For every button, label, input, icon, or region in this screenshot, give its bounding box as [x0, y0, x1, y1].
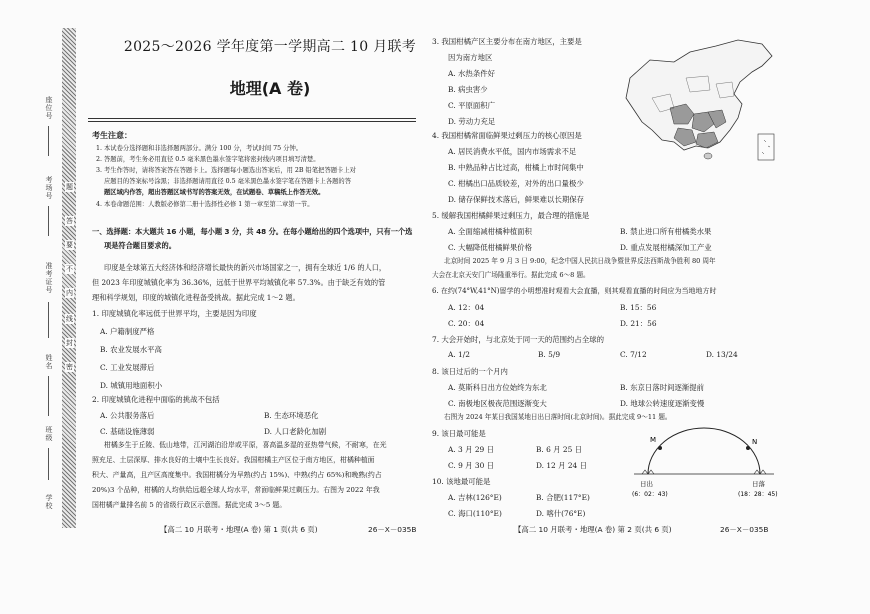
- notice-line: 1. 本试卷分选择题和非选择题两部分。满分 100 分，考试时间 75 分钟。: [96, 145, 303, 152]
- option: A. 3 月 29 日: [448, 445, 494, 454]
- question-3-cont: 因为南方地区: [448, 53, 493, 62]
- fill-line: [48, 448, 49, 480]
- question-6: 6. 在约(74°W,41°N)留学的小明想准时观看大会直播，则其观看直播的时间应为当地地方时: [432, 287, 717, 295]
- passage-line: 柑橘多生于丘陵、低山地带，江河湖泊沿岸或平原，喜高温多湿的亚热带气候，不耐寒，在光: [104, 441, 387, 449]
- notice-line: 2. 答题前，考生务必用直径 0.5 毫米黑色墨水签字笔将密封线内项目填写清楚。: [96, 156, 320, 163]
- notice-line: 3. 考生作答时，请将答案答在答题卡上。选择题每小题选出答案后，用 2B 铅笔把答题卡上对: [96, 167, 356, 174]
- passage-line: 照充足、土层深厚、排水良好的土壤中生长良好。我国柑橘主产区位于南方地区，柑橘种植面: [92, 456, 375, 464]
- option: B. 生态环境恶化: [264, 411, 319, 420]
- question-8: 8. 该日过后的一个月内: [432, 367, 508, 376]
- paper-code: 26－X－035B: [368, 525, 417, 534]
- option: B. 15：56: [620, 303, 657, 312]
- option: B. 禁止进口所有柑橘类水果: [620, 227, 712, 236]
- passage-line: 理和科学规划，印度的城镇化进程备受挑战。据此完成 1～2 题。: [92, 293, 300, 302]
- header-rule: [88, 118, 416, 119]
- passage-line: 印度是全球第五大经济体和经济增长最快的新兴市场国家之一，拥有全球近 1/6 的人口，: [104, 263, 387, 272]
- question-4: 4. 我国柑橘常面临鲜果过剩压力的核心原因是: [432, 131, 582, 140]
- option: C. 柑橘出口品质较差，对外的出口量极少: [448, 179, 584, 188]
- exam-title: 2025～2026 学年度第一学期高二 10 月联考: [123, 39, 417, 55]
- sunrise-time: (6：02：43): [632, 491, 668, 498]
- binding-fields: [43, 40, 57, 520]
- option: B. 5/9: [538, 350, 561, 359]
- page-footer: 【高二 10 月联考・地理(A 卷) 第 1 页(共 6 页): [160, 525, 318, 534]
- option: C. 平原面积广: [448, 101, 496, 110]
- name-label: 姓名: [45, 354, 53, 370]
- passage-line: 积大、产量高，且产区高度集中。我国柑橘分为早熟(约占 15%)、中熟(约占 65%)和晚熟(约占: [92, 471, 382, 479]
- question-10: 10. 该地最可能是: [432, 477, 491, 486]
- seal-char: 线: [66, 315, 73, 323]
- option: D. 储存保鲜技术落后，鲜果难以长期保存: [448, 195, 585, 204]
- option: D. 13/24: [706, 350, 738, 359]
- south-sea-inset: [758, 134, 774, 160]
- option: A. 户籍制度严格: [100, 327, 155, 336]
- option: D. 人口老龄化加剧: [264, 427, 327, 436]
- option: D. 重点发展柑橘深加工产业: [620, 243, 712, 252]
- seal-char: 不: [66, 265, 73, 273]
- notice-title: 考生注意：: [92, 131, 132, 140]
- option: A. 居民消费水平低，国内市场需求不足: [448, 147, 577, 156]
- exam-subtitle: 地理(A 卷): [229, 79, 311, 98]
- question-2: 2. 印度城镇化进程中面临的挑战不包括: [92, 395, 220, 404]
- passage-line: 20%)3 个品种，柑橘的人均供给远超全球人均水平，常面临鲜果过剩压力。右图为 2022 年我: [92, 486, 380, 494]
- question-5: 5. 缓解我国柑橘鲜果过剩压力，最合理的措施是: [432, 211, 590, 220]
- option: A. 吉林(126°E): [448, 493, 502, 502]
- seal-char: 要: [66, 241, 73, 249]
- option: C. 海口(110°E): [448, 509, 502, 518]
- sun-arc: [648, 428, 760, 474]
- option: A. 公共服务落后: [100, 411, 155, 420]
- sunrise-label: 日出: [640, 480, 653, 488]
- china-outline: [626, 40, 772, 150]
- fill-line: [48, 302, 49, 338]
- china-citrus-map: [612, 38, 778, 166]
- class-label: 班级: [45, 426, 53, 442]
- option: C. 工业发展滞后: [100, 363, 155, 372]
- passage-line: 大会在北京天安门广场隆重举行。据此完成 6～8 题。: [432, 271, 590, 279]
- sunset-time: (18：28：45): [738, 491, 778, 498]
- option: D. 喀什(76°E): [536, 509, 586, 518]
- option: D. 12 月 24 日: [536, 461, 587, 470]
- sunset-label: 日落: [752, 480, 765, 488]
- option: D. 地球公转速度逐渐变慢: [620, 399, 705, 408]
- notice-line: 4. 本卷命题范围：人教版必修第二册十选择性必修 1 第一章至第二章第一节。: [96, 201, 314, 208]
- paper-code: 26－X－035B: [720, 525, 769, 534]
- option: A. 1/2: [448, 350, 470, 359]
- option: A. 水热条件好: [448, 69, 495, 78]
- option: B. 农业发展水平高: [100, 345, 162, 354]
- south-sea-islands: [762, 140, 770, 154]
- question-3: 3. 我国柑橘产区主要分布在南方地区，主要是: [432, 37, 582, 46]
- option: C. 9 月 30 日: [448, 461, 495, 470]
- option: C. 基础设施薄弱: [100, 427, 155, 436]
- option: B. 东京日落时间逐渐提前: [620, 383, 705, 392]
- seat-number-label: 座位号: [45, 96, 53, 120]
- question-7: 7. 大会开始时，与北京处于同一天的范围约占全球的: [432, 335, 604, 344]
- seal-char: 内: [66, 289, 73, 297]
- passage-line: 右图为 2024 年某日我国某地日出日落时间(北京时间)。据此完成 9～11 题。: [444, 413, 672, 421]
- header-rule: [88, 121, 416, 122]
- option: C. 7/12: [620, 350, 647, 359]
- fill-line: [48, 206, 49, 236]
- point-n: [746, 446, 750, 450]
- seal-char: 题: [66, 183, 73, 191]
- passage-line: 但 2023 年印度城镇化率为 36.36%，远低于世界平均城镇化率 57.3%。由于缺乏有效的管: [92, 278, 386, 287]
- binding-strip: [62, 28, 76, 528]
- option: B. 合肥(117°E): [536, 493, 590, 502]
- option: D. 城镇用地面积小: [100, 381, 163, 390]
- fill-line: [48, 126, 49, 156]
- option: A. 莫斯科日出方位始终为东北: [448, 383, 547, 392]
- option: B. 6 月 25 日: [536, 445, 583, 454]
- exam-room-label: 考场号: [45, 176, 53, 200]
- option: C. 大幅降低柑橘鲜果价格: [448, 243, 532, 252]
- notice-line: 应题目的答案标号涂黑；非选择题请用直径 0.5 毫米黑色墨水签字笔在答题卡上各题的答: [104, 178, 352, 185]
- school-label: 学校: [45, 494, 53, 510]
- passage-line: 北京时间 2025 年 9 月 3 日 9:00，纪念中国人民抗日战争暨世界反法西斯战争胜利 80 周年: [444, 257, 716, 265]
- seal-char: 答: [66, 217, 73, 225]
- option: C. 南极地区极夜范围逐渐变大: [448, 399, 547, 408]
- label-m: M: [650, 436, 657, 444]
- option: D. 21：56: [620, 319, 657, 328]
- option: A. 12：04: [448, 303, 485, 312]
- option: C. 20：04: [448, 319, 485, 328]
- option: B. 中熟品种占比过高，柑橘上市时间集中: [448, 163, 584, 172]
- fill-line: [48, 376, 49, 416]
- seal-char: 密: [66, 363, 73, 371]
- section-heading: 一、选择题：本大题共 16 小题，每小题 3 分，共 48 分。在每小题给出的四个选项中，只有一个选: [92, 227, 413, 236]
- option: D. 劳动力充足: [448, 117, 496, 126]
- label-n: N: [752, 438, 758, 446]
- sun-path-diagram: [624, 424, 784, 504]
- option: B. 病虫害少: [448, 85, 488, 94]
- page-footer: 【高二 10 月联考・地理(A 卷) 第 2 页(共 6 页): [514, 525, 672, 534]
- question-9: 9. 该日最可能是: [432, 429, 486, 438]
- question-1: 1. 印度城镇化率远低于世界平均，主要是因为印度: [92, 309, 257, 318]
- seal-char: 封: [66, 339, 73, 347]
- option: A. 全面缩减柑橘种植面积: [448, 227, 532, 236]
- point-m: [658, 446, 662, 450]
- notice-line: 题区域内作答，超出答题区域书写的答案无效，在试题卷、草稿纸上作答无效。: [104, 189, 325, 196]
- section-heading: 项是符合题目要求的。: [104, 241, 176, 250]
- admission-number-label: 准考证号: [45, 262, 53, 294]
- hainan-island: [704, 153, 712, 159]
- passage-line: 国柑橘产量排名前 5 的省级行政区示意图。据此完成 3～5 题。: [92, 501, 287, 509]
